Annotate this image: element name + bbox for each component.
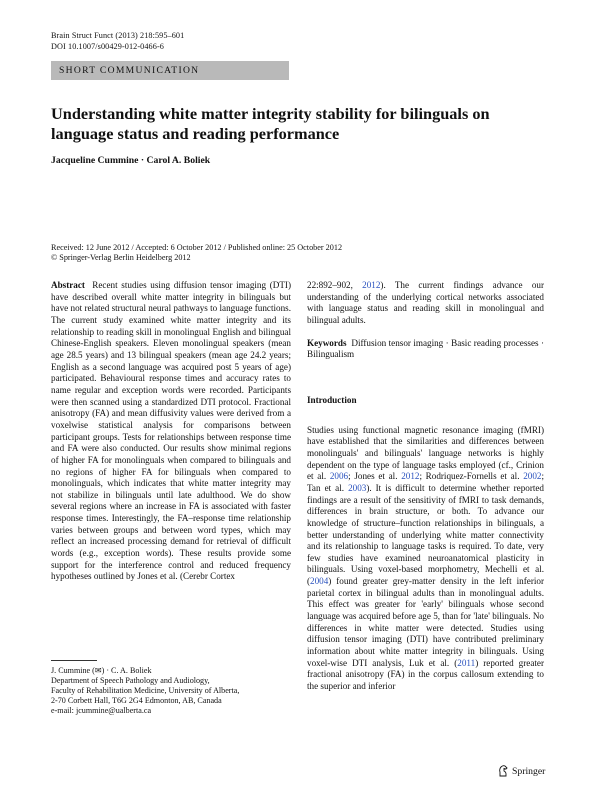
keywords-text: Diffusion tensor imaging · Basic reading processes · Bilingualism xyxy=(307,337,545,360)
intro-text: Studies using functional magnetic resonance imaging (fMRI) have established that the similarities and differences between monolinguals' and bilinguals' language networks is highly dependent on the type of language tasks employed (cf., Crinion et al. xyxy=(307,424,544,482)
springer-horse-icon xyxy=(498,765,509,777)
affiliation-address: 2-70 Corbett Hall, T6G 2G4 Edmonton, AB, Canada xyxy=(51,696,222,705)
article-title: Understanding white matter integrity stability for bilinguals on language status and reading performance xyxy=(51,104,490,143)
citation-link[interactable]: 2002 xyxy=(523,471,542,482)
article-history: Received: 12 June 2012 / Accepted: 6 October 2012 / Published online: 25 October 2012 xyxy=(51,243,343,252)
citation-link[interactable]: 2006 xyxy=(329,471,349,482)
footnote-divider xyxy=(51,660,97,661)
keywords-label: Keywords xyxy=(307,337,347,348)
abstract-continued xyxy=(307,280,544,327)
citation-link[interactable]: 2011 xyxy=(457,657,476,668)
affiliation-line: Department of Speech Pathology and Audiology, xyxy=(51,676,210,685)
article-type-band xyxy=(51,61,289,80)
citation-link[interactable]: 2012 xyxy=(362,280,381,290)
affiliation-line: Faculty of Rehabilitation Medicine, University of Alberta, xyxy=(51,686,240,695)
citation-link[interactable]: 2003 xyxy=(348,482,367,493)
intro-text: ). It is difficult to determine whether reported findings are a result of the sensitivity of fMRI to task demands, differences in brain structure, or both. To advance our knowledge of structure–function relationships in bilinguals, a better understanding of underlying white matter connectivity and its relationship to language tasks is required. To date, very few studies have examined neuroanatomical plasticity in bilinguals. Using voxel-based morphometry, Mechelli et al. ( xyxy=(307,482,544,587)
abstract-continued-text: 22:892–902, xyxy=(307,280,363,290)
author-email[interactable]: e-mail: jcummine@ualberta.ca xyxy=(51,706,152,715)
abstract-label: Abstract xyxy=(51,280,85,290)
copyright: © Springer-Verlag Berlin Heidelberg 2012 xyxy=(51,253,191,262)
journal-citation: Brain Struct Funct (2013) 218:595–601 xyxy=(51,31,185,40)
intro-text: ; Tan et al. xyxy=(307,471,544,493)
citation-link[interactable]: 2004 xyxy=(310,576,329,587)
intro-text: ) found greater grey-matter density in the left inferior parietal cortex in bilingual adults than in monolingual adults. This effect was greater for 'early' bilinguals whose second language was acquired before age 5, than for 'late' bilinguals. No differences in white matter were detected. Studies using diffusion tensor imaging (DTI) have contributed preliminary information about white matter integrity in bilinguals. Using voxel-wise DTI analysis, Luk et al. ( xyxy=(307,576,544,668)
doi: DOI 10.1007/s00429-012-0466-6 xyxy=(51,42,164,51)
abstract-column xyxy=(51,280,291,583)
citation-link[interactable]: 2012 xyxy=(401,471,420,482)
abstract-text: Recent studies using diffusion tensor imaging (DTI) have described overall white matter integrity in bilinguals but have not related structural neural pathways to language functions. The current study examined white matter integrity and its relationship to reading skill in monolingual English and bilingual Chinese-English speakers. Eleven monolingual speakers (mean age 28.5 years) and 13 bilingual speakers (mean age 24.2 years; English as a second language was acquired post 5 years of age) participated. Behavioural response times and accuracy rates to name regular and exception words were recorded. Participants were then scanned using a standardized DTI protocol. Fractional anisotropy (FA) and mean diffusivity values were derived from a voxelwise statistical analysis for comparisons between participant groups. Tests for relationships between response time and FA were also conducted. Our results show minimal regions of higher FA for monolinguals when compared to bilinguals and no regions of higher FA for bilinguals when compared to monolinguals, which indicates that white matter integrity may not stabilize in bilinguals until late adulthood. We do show several regions where an increase in FA is associated with faster response times. Interestingly, the FA–response time relationship varies between groups and between word types, which may reflect an increased processing demand for retrieval of difficult words (e.g., exception words). These results provide some support for the interference control and reduced frequency hypotheses outlined by Jones et al. (Cerebr Cortex xyxy=(51,280,291,582)
authors: Jacqueline Cummine · Carol A. Boliek xyxy=(51,155,211,166)
abstract xyxy=(51,280,291,583)
springer-logo xyxy=(498,765,545,777)
abstract-continued-text: ). The current findings advance our understanding of the underlying cortical networks associated with language status and reading skill in monolingual and bilingual adults. xyxy=(307,280,544,325)
keywords xyxy=(307,338,544,361)
introduction-paragraph xyxy=(307,425,544,693)
intro-text: ; Jones et al. xyxy=(348,471,402,482)
section-heading-introduction: Introduction xyxy=(307,394,357,405)
corresponding-authors: J. Cummine (✉) · C. A. Boliek xyxy=(51,666,152,675)
publisher-name: Springer xyxy=(512,765,546,777)
author-affiliation-footnote xyxy=(51,666,296,716)
article-type: SHORT COMMUNICATION xyxy=(59,65,200,76)
intro-text: ; Rodriquez-Fornells et al. xyxy=(419,471,524,482)
right-column xyxy=(307,280,544,693)
intro-text: ) reported greater fractional anisotropy (FA) in the corpus callosum extending to the superior and inferior xyxy=(307,657,545,692)
